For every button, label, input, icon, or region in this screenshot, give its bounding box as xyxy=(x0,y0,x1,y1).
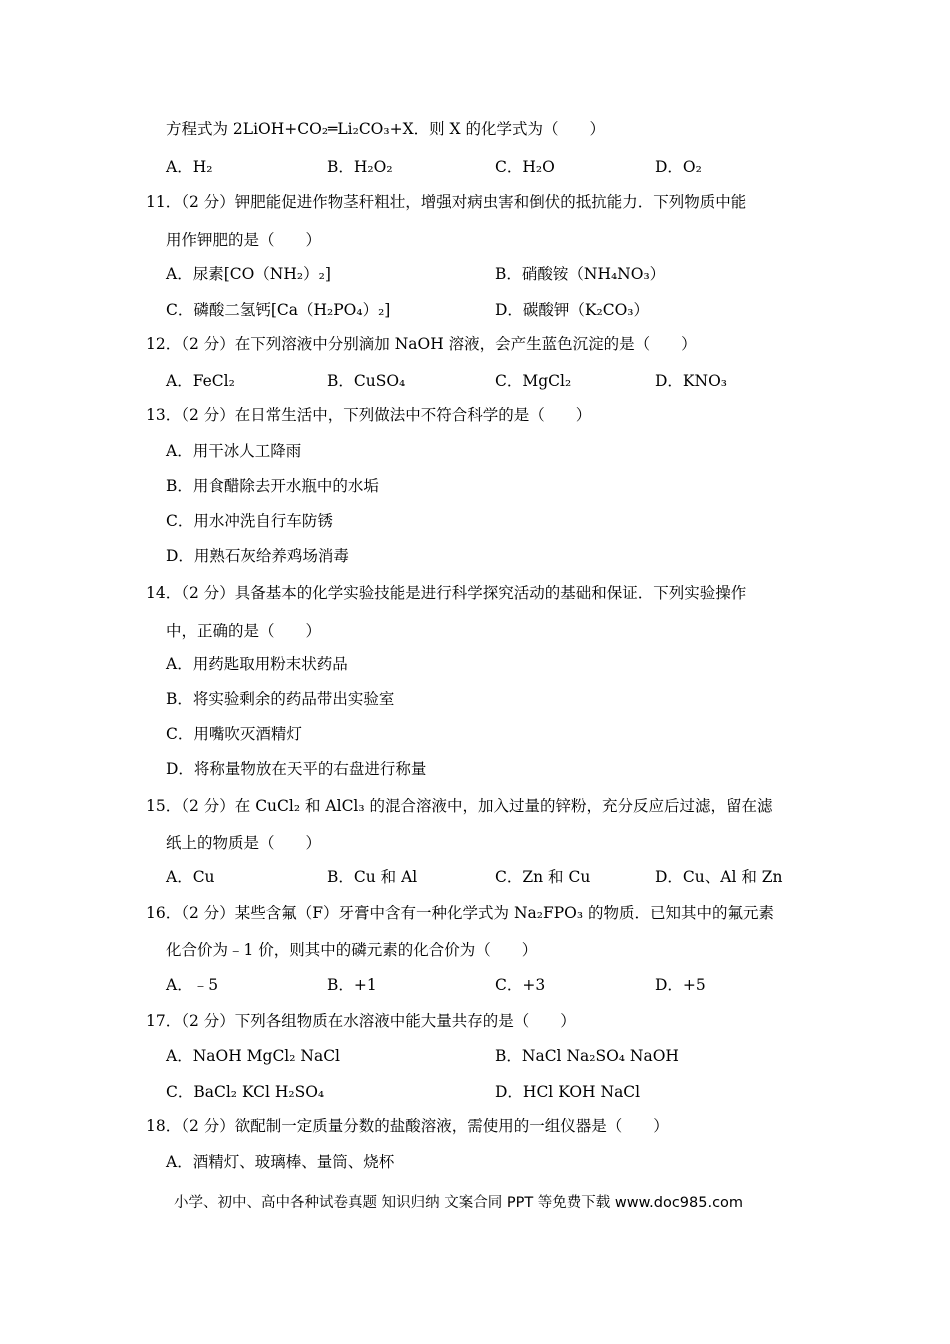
question-line-q13: 13．（2 分）在日常生活中，下列做法中不符合科学的是（ ） xyxy=(146,406,592,424)
option-q11-a: A．尿素[CO（NH₂）₂] xyxy=(166,265,331,283)
option-q10-d: D．O₂ xyxy=(655,158,702,176)
question-line-q16-l1: 16．（2 分）某些含氟（F）牙膏中含有一种化学式为 Na₂FPO₃ 的物质．已知其中的氟元素 xyxy=(146,904,774,922)
option-q13-c: C．用水冲洗自行车防锈 xyxy=(166,512,333,530)
option-q12-a: A．FeCl₂ xyxy=(166,372,235,390)
question-line-q15-l1: 15．（2 分）在 CuCl₂ 和 AlCl₃ 的混合溶液中，加入过量的锌粉，充分反应后过滤，留在滤 xyxy=(146,797,773,815)
option-q16-b: B．+1 xyxy=(327,976,377,994)
option-q15-d: D．Cu、Al 和 Zn xyxy=(655,868,783,886)
option-q17-b: B．NaCl Na₂SO₄ NaOH xyxy=(495,1047,679,1065)
option-q10-b: B．H₂O₂ xyxy=(327,158,393,176)
question-line-q10-cont: 方程式为 2LiOH+CO₂═Li₂CO₃+X．则 X 的化学式为（ ） xyxy=(166,120,606,138)
option-q17-d: D．HCl KOH NaCl xyxy=(495,1083,641,1101)
question-line-q12: 12．（2 分）在下列溶液中分别滴加 NaOH 溶液，会产生蓝色沉淀的是（ ） xyxy=(146,335,697,353)
option-q15-b: B．Cu 和 Al xyxy=(327,868,418,886)
option-q11-d: D．碳酸钾（K₂CO₃） xyxy=(495,301,650,319)
question-line-q16-l2: 化合价为﹣1 价，则其中的磷元素的化合价为（ ） xyxy=(166,941,538,959)
question-line-q18: 18．（2 分）欲配制一定质量分数的盐酸溶液，需使用的一组仪器是（ ） xyxy=(146,1117,669,1135)
option-q16-c: C．+3 xyxy=(495,976,546,994)
question-line-q15-l2: 纸上的物质是（ ） xyxy=(166,834,322,852)
option-q14-c: C．用嘴吹灭酒精灯 xyxy=(166,725,302,743)
option-q14-b: B．将实验剩余的药品带出实验室 xyxy=(166,690,395,708)
option-q17-a: A．NaOH MgCl₂ NaCl xyxy=(166,1047,341,1065)
page-footer: 小学、初中、高中各种试卷真题 知识归纳 文案合同 PPT 等免费下载 www.doc985.com xyxy=(174,1195,744,1211)
option-q14-a: A．用药匙取用粉末状药品 xyxy=(166,655,348,673)
question-line-q17: 17．（2 分）下列各组物质在水溶液中能大量共存的是（ ） xyxy=(146,1012,576,1030)
option-q12-c: C．MgCl₂ xyxy=(495,372,572,390)
option-q15-a: A．Cu xyxy=(166,868,215,886)
question-line-q14-l1: 14．（2 分）具备基本的化学实验技能是进行科学探究活动的基础和保证．下列实验操作 xyxy=(146,584,747,602)
option-q12-d: D．KNO₃ xyxy=(655,372,727,390)
option-q13-d: D．用熟石灰给养鸡场消毒 xyxy=(166,547,349,565)
question-line-q11-l1: 11．（2 分）钾肥能促进作物茎秆粗壮，增强对病虫害和倒伏的抵抗能力．下列物质中能 xyxy=(146,193,747,211)
option-q14-d: D．将称量物放在天平的右盘进行称量 xyxy=(166,760,427,778)
option-q11-c: C．磷酸二氢钙[Ca（H₂PO₄）₂] xyxy=(166,301,391,319)
option-q18-a: A．酒精灯、玻璃棒、量筒、烧杯 xyxy=(166,1153,395,1171)
option-q10-a: A．H₂ xyxy=(166,158,213,176)
option-q16-a: A．﹣5 xyxy=(166,976,219,994)
option-q11-b: B．硝酸铵（NH₄NO₃） xyxy=(495,265,666,283)
option-q15-c: C．Zn 和 Cu xyxy=(495,868,591,886)
option-q13-b: B．用食醋除去开水瓶中的水垢 xyxy=(166,477,379,495)
option-q16-d: D．+5 xyxy=(655,976,706,994)
option-q12-b: B．CuSO₄ xyxy=(327,372,406,390)
question-line-q14-l2: 中，正确的是（ ） xyxy=(166,622,322,640)
question-line-q11-l2: 用作钾肥的是（ ） xyxy=(166,231,322,249)
option-q13-a: A．用干冰人工降雨 xyxy=(166,442,302,460)
option-q17-c: C．BaCl₂ KCl H₂SO₄ xyxy=(166,1083,325,1101)
option-q10-c: C．H₂O xyxy=(495,158,555,176)
